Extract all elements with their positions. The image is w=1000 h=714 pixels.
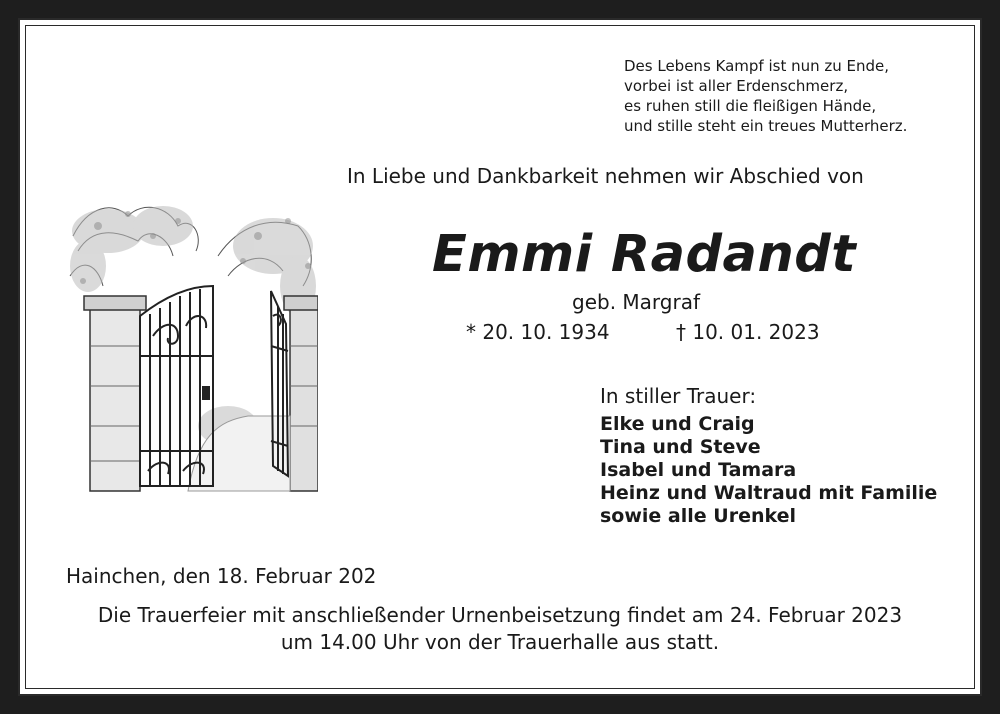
poem-verse: [624, 56, 907, 136]
verse-line: und stille steht ein treues Mutterherz.: [624, 117, 908, 135]
place-and-date: Hainchen, den 18. Februar 202: [66, 564, 377, 588]
farewell-intro: In Liebe und Dankbarkeit nehmen wir Abschied von: [347, 164, 864, 188]
mourner-name: Heinz und Waltraud mit Familie: [600, 482, 938, 504]
mourner-name: Tina und Steve: [600, 436, 761, 458]
mourner-name: sowie alle Urenkel: [600, 505, 797, 527]
service-line: Die Trauerfeier mit anschließender Urnenbeisetzung findet am 24. Februar 2023: [97, 603, 903, 627]
birth-date: * 20. 10. 1934: [466, 320, 610, 344]
verse-line: vorbei ist aller Erdenschmerz,: [624, 77, 849, 95]
death-date: † 10. 01. 2023: [676, 320, 820, 344]
verse-line: es ruhen still die fleißigen Hände,: [624, 97, 877, 115]
funeral-service-notice: [20, 602, 980, 656]
mourners-list: [600, 413, 937, 528]
mourner-name: Elke und Craig: [600, 413, 755, 435]
garden-gate-illustration: [68, 196, 318, 496]
verse-line: Des Lebens Kampf ist nun zu Ende,: [624, 57, 890, 75]
deceased-name: Emmi Radandt: [432, 225, 857, 284]
mourner-name: Isabel und Tamara: [600, 459, 797, 481]
mourners-heading: In stiller Trauer:: [600, 384, 757, 408]
obituary-card: [18, 18, 982, 696]
service-line: um 14.00 Uhr von der Trauerhalle aus statt.: [280, 630, 720, 654]
maiden-name: geb. Margraf: [572, 290, 701, 314]
